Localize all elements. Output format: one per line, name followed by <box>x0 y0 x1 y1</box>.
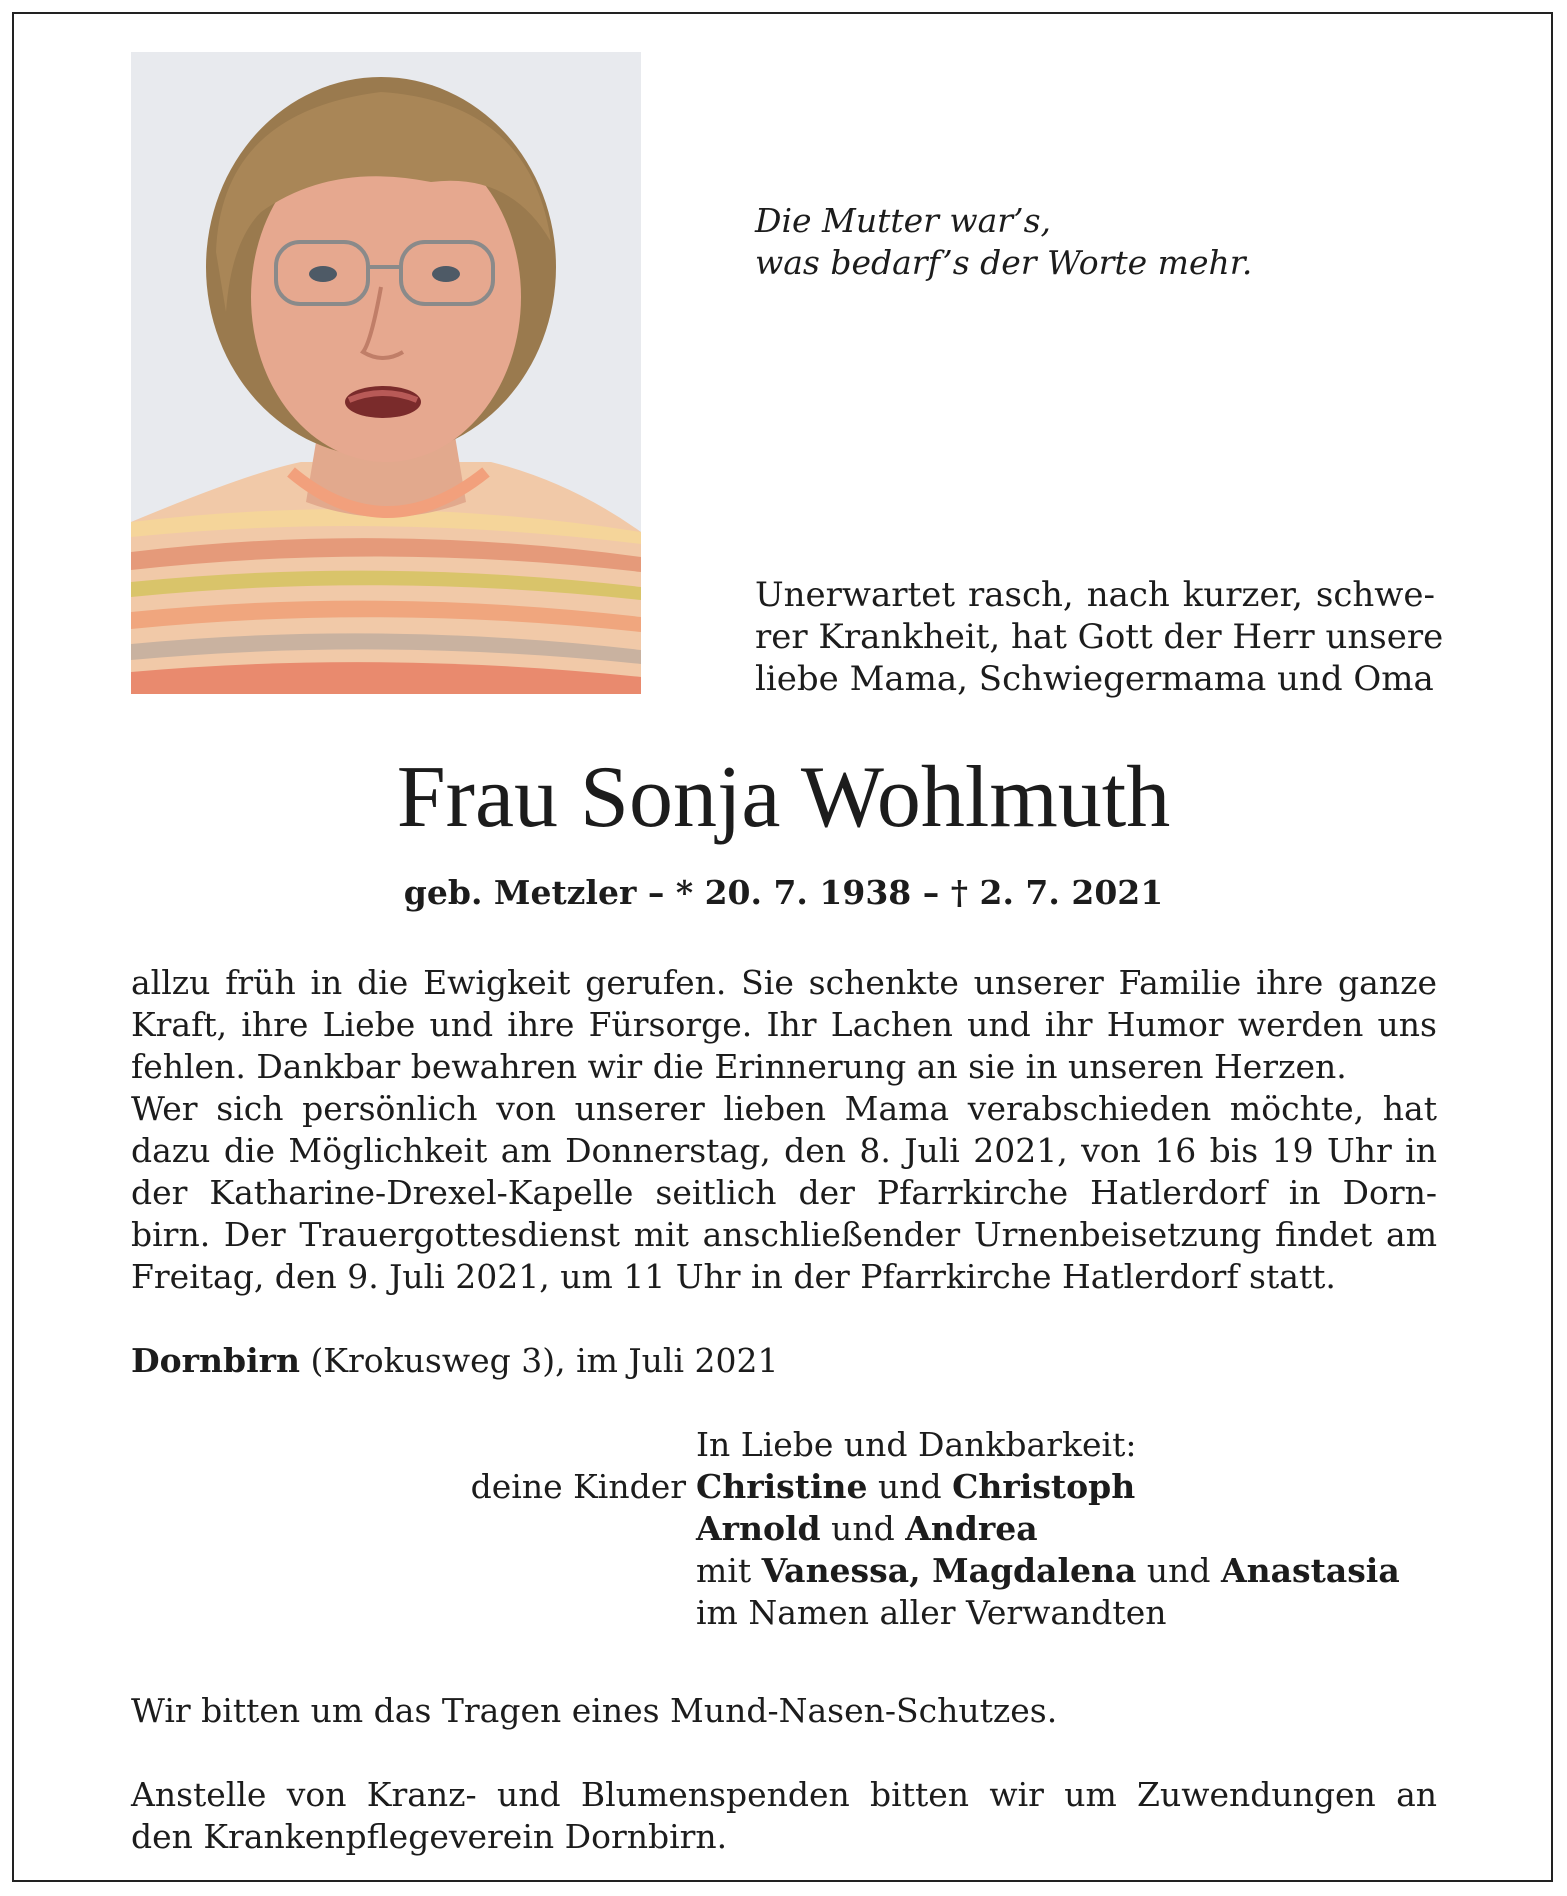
portrait-photo <box>131 52 641 694</box>
birth-death-dates: geb. Metzler – * 20. 7. 1938 – † 2. 7. 2021 <box>403 873 1164 912</box>
place-city: Dornbirn <box>131 1341 300 1380</box>
body-line: Wer sich persönlich von unserer lieben Mama verabschieden möchte, hat <box>131 1089 1437 1128</box>
intro-line: Unerwartet rasch, nach kurzer, schwe- <box>755 575 1435 615</box>
signer-line: Arnold und Andrea <box>696 1509 1038 1548</box>
signer-name: Andrea <box>905 1509 1038 1548</box>
signers-heading: In Liebe und Dankbarkeit: <box>696 1425 1137 1464</box>
main-text <box>131 962 1437 1298</box>
portrait-illustration <box>131 52 641 694</box>
signers-block <box>460 1424 1400 1634</box>
quote-line-1: Die Mutter war’s, <box>755 201 1052 240</box>
body-line: Freitag, den 9. Juli 2021, um 11 Uhr in der Pfarrkirche Hatlerdorf statt. <box>131 1257 1336 1296</box>
body-line: allzu früh in die Ewigkeit gerufen. Sie schenkte unserer Familie ihre ganze <box>131 963 1437 1002</box>
place-rest: (Krokusweg 3), im Juli 2021 <box>300 1341 779 1380</box>
place-date <box>131 1340 778 1382</box>
donation-note <box>131 1774 1437 1858</box>
donation-line: den Krankenpflegeverein Dornbirn. <box>131 1817 728 1856</box>
body-line: fehlen. Dankbar bewahren wir die Erinnerung an sie in unseren Herzen. <box>131 1047 1347 1086</box>
memorial-quote <box>755 200 1252 284</box>
signer-line: Christine und Christoph <box>696 1467 1136 1506</box>
intro-paragraph <box>755 574 1444 700</box>
quote-line-2: was bedarf’s der Worte mehr. <box>755 243 1253 282</box>
body-line: Kraft, ihre Liebe und ihre Fürsorge. Ihr Lachen und ihr Humor werden uns <box>131 1005 1437 1044</box>
body-line: dazu die Möglichkeit am Donnerstag, den 8. Juli 2021, von 16 bis 19 Uhr in <box>131 1131 1437 1170</box>
deceased-name: Frau Sonja Wohlmuth <box>396 749 1171 846</box>
body-line: birn. Der Trauergottesdienst mit anschließender Urnenbeisetzung findet am <box>131 1215 1437 1254</box>
signer-name: Arnold <box>696 1509 821 1548</box>
signer-name: Christoph <box>952 1467 1136 1506</box>
signer-line: mit Vanessa, Magdalena und Anastasia <box>696 1551 1400 1590</box>
intro-line: liebe Mama, Schwiegermama und Oma <box>755 659 1434 699</box>
signer-name: Anastasia <box>1221 1551 1400 1590</box>
children-label: deine Kinder <box>470 1467 686 1506</box>
intro-line: rer Krankheit, hat Gott der Herr unsere <box>755 617 1444 657</box>
donation-line: Anstelle von Kranz- und Blumenspenden bitten wir um Zuwendungen an <box>131 1775 1437 1814</box>
signer-name: Vanessa, Magdalena <box>761 1551 1137 1590</box>
mask-note: Wir bitten um das Tragen eines Mund-Nasen-Schutzes. <box>131 1691 1058 1730</box>
signer-name: Christine <box>696 1467 868 1506</box>
body-line: der Katharine-Drexel-Kapelle seitlich der Pfarrkirche Hatlerdorf in Dorn- <box>131 1173 1437 1212</box>
signers-relatives: im Namen aller Verwandten <box>696 1593 1167 1632</box>
